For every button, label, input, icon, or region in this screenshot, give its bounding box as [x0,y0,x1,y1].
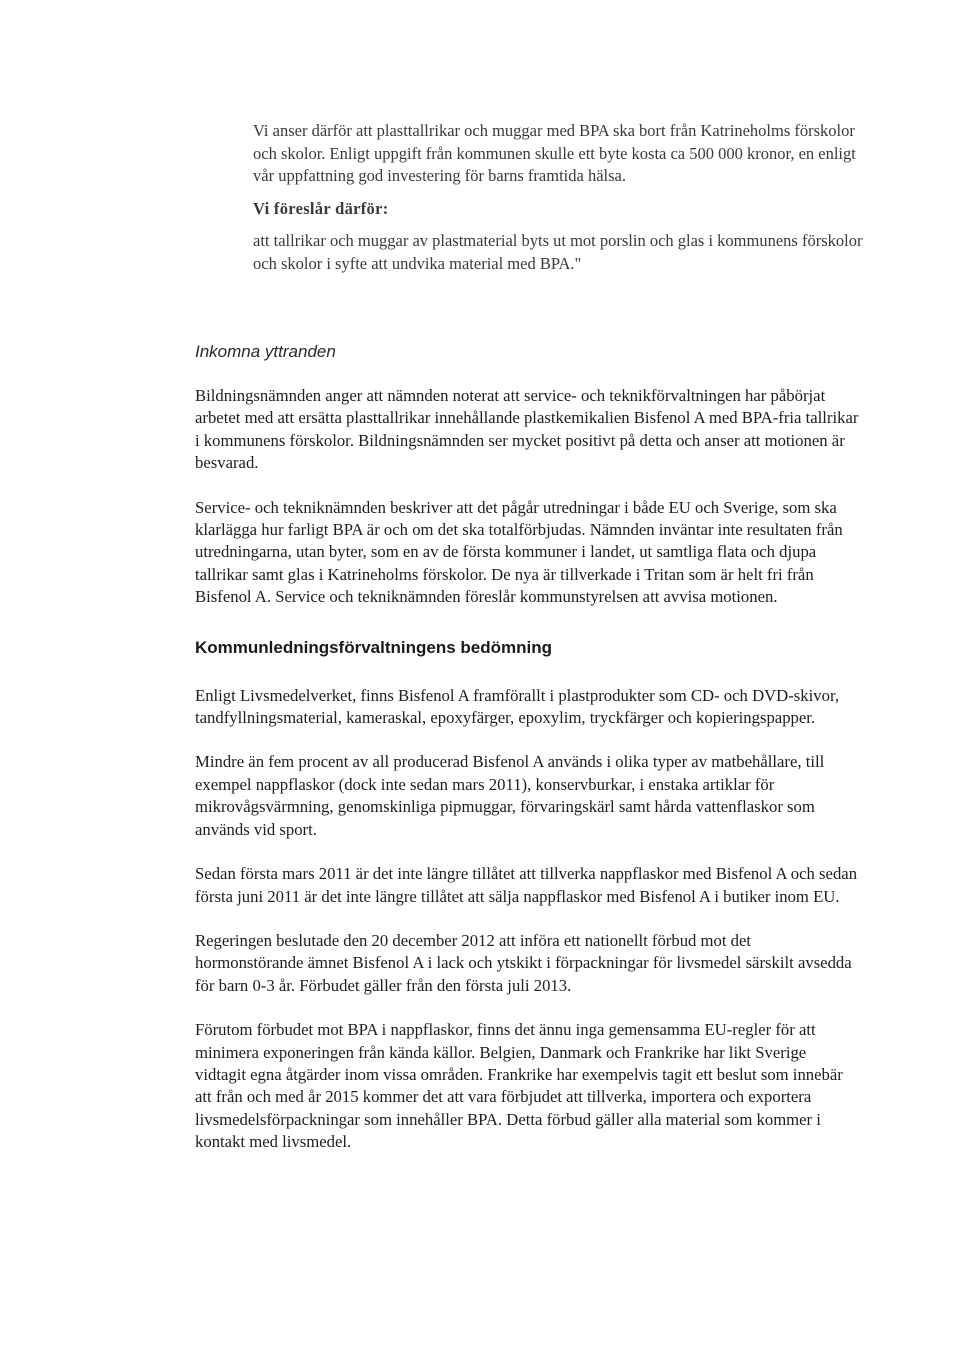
assessment-paragraph-1: Enligt Livsmedelverket, finns Bisfenol A framförallt i plastprodukter som CD- och DVD-skivor, tandfyllningsmaterial, kameraskal, epoxyfärger, epoxylim, tryckfärger och kopieringspapper. [195,685,840,728]
motion-quote [253,120,873,276]
assessment-paragraph-4: Regeringen beslutade den 20 december 2012 att införa ett nationellt förbud mot det hormonstörande ämnet Bisfenol A i lack och ytskikt i förpackningar för livsmedel särskilt avsedda för barn 0-3 år. Förbudet gäller från den första juli 2013. [195,930,852,995]
assessment-paragraph-5: Förutom förbudet mot BPA i nappflaskor, finns det ännu inga gemensamma EU-regler för att minimera exponeringen från kända källor. Belgien, Danmark och Frankrike har likt Sverige vidtagit egna åtgärder inom vissa områden. Frankrike har exempelvis tagit ett beslut som innebär att från och med år 2015 kommer det att vara förbjudet att tillverka, importera och exportera livsmedelsförpackningar som innehåller BPA. Detta förbud gäller alla material som kommer i kontakt med livsmedel. [195,1020,843,1152]
quote-paragraph: Vi anser därför att plasttallrikar och muggar med BPA ska bort från Katrineholms förskolor och skolor. Enligt uppgift från kommunen skulle ett byte kosta ca 500 000 kronor, en enligt vår uppfattning god investering för barns framtida hälsa. [253,121,856,186]
assessment-paragraph-3: Sedan första mars 2011 är det inte längre tillåtet att tillverka nappflaskor med Bisfenol A och sedan första juni 2011 är det inte längre tillåtet att sälja nappflaskor med Bisfenol A i butiker inom EU. [195,864,858,906]
responses-heading: Inkomna yttranden [195,342,336,361]
assessment-heading: Kommunledningsförvaltningens bedömning [195,637,552,657]
responses-paragraph-2: Service- och tekniknämnden beskriver att det pågår utredningar i både EU och Sverige, som ska klarlägga hur farligt BPA är och om det ska totalförbjudas. Nämnden inväntar inte resultaten från utredningarna, utan byter, som en av de första kommuner i landet, ut samtliga flata och djupa tallrikar samt glas i Katrineholms förskolor. De nya är tillverkade i Tritan som är helt fri från Bisfenol A. Service och tekniknämnden föreslår kommunstyrelsen att avvisa motionen. [195,497,843,607]
main-content [195,335,860,1154]
responses-paragraph-1: Bildningsnämnden anger att nämnden noterat att service- och teknikförvaltningen har påbörjat arbetet med att ersätta plasttallrikar innehållande plastkemikalien Bisfenol A med BPA-fria tallrikar i kommunens förskolor. Bildningsnämnden ser mycket positivt på detta och anser att motionen är besvarad. [195,386,859,473]
assessment-paragraph-2: Mindre än fem procent av all producerad Bisfenol A används i olika typer av matbehållare, till exempel nappflaskor (dock inte sedan mars 2011), konservburkar, i enstaka artiklar för mikrovågsvärmning, genomskinliga pipmuggar, förvaringskärl samt hårda vattenflaskor som används vid sport. [195,752,825,839]
proposal-text: att tallrikar och muggar av plastmaterial byts ut mot porslin och glas i kommunens förskolor och skolor i syfte att undvika material med BPA." [253,231,863,273]
proposal-heading: Vi föreslår därför: [253,198,389,218]
